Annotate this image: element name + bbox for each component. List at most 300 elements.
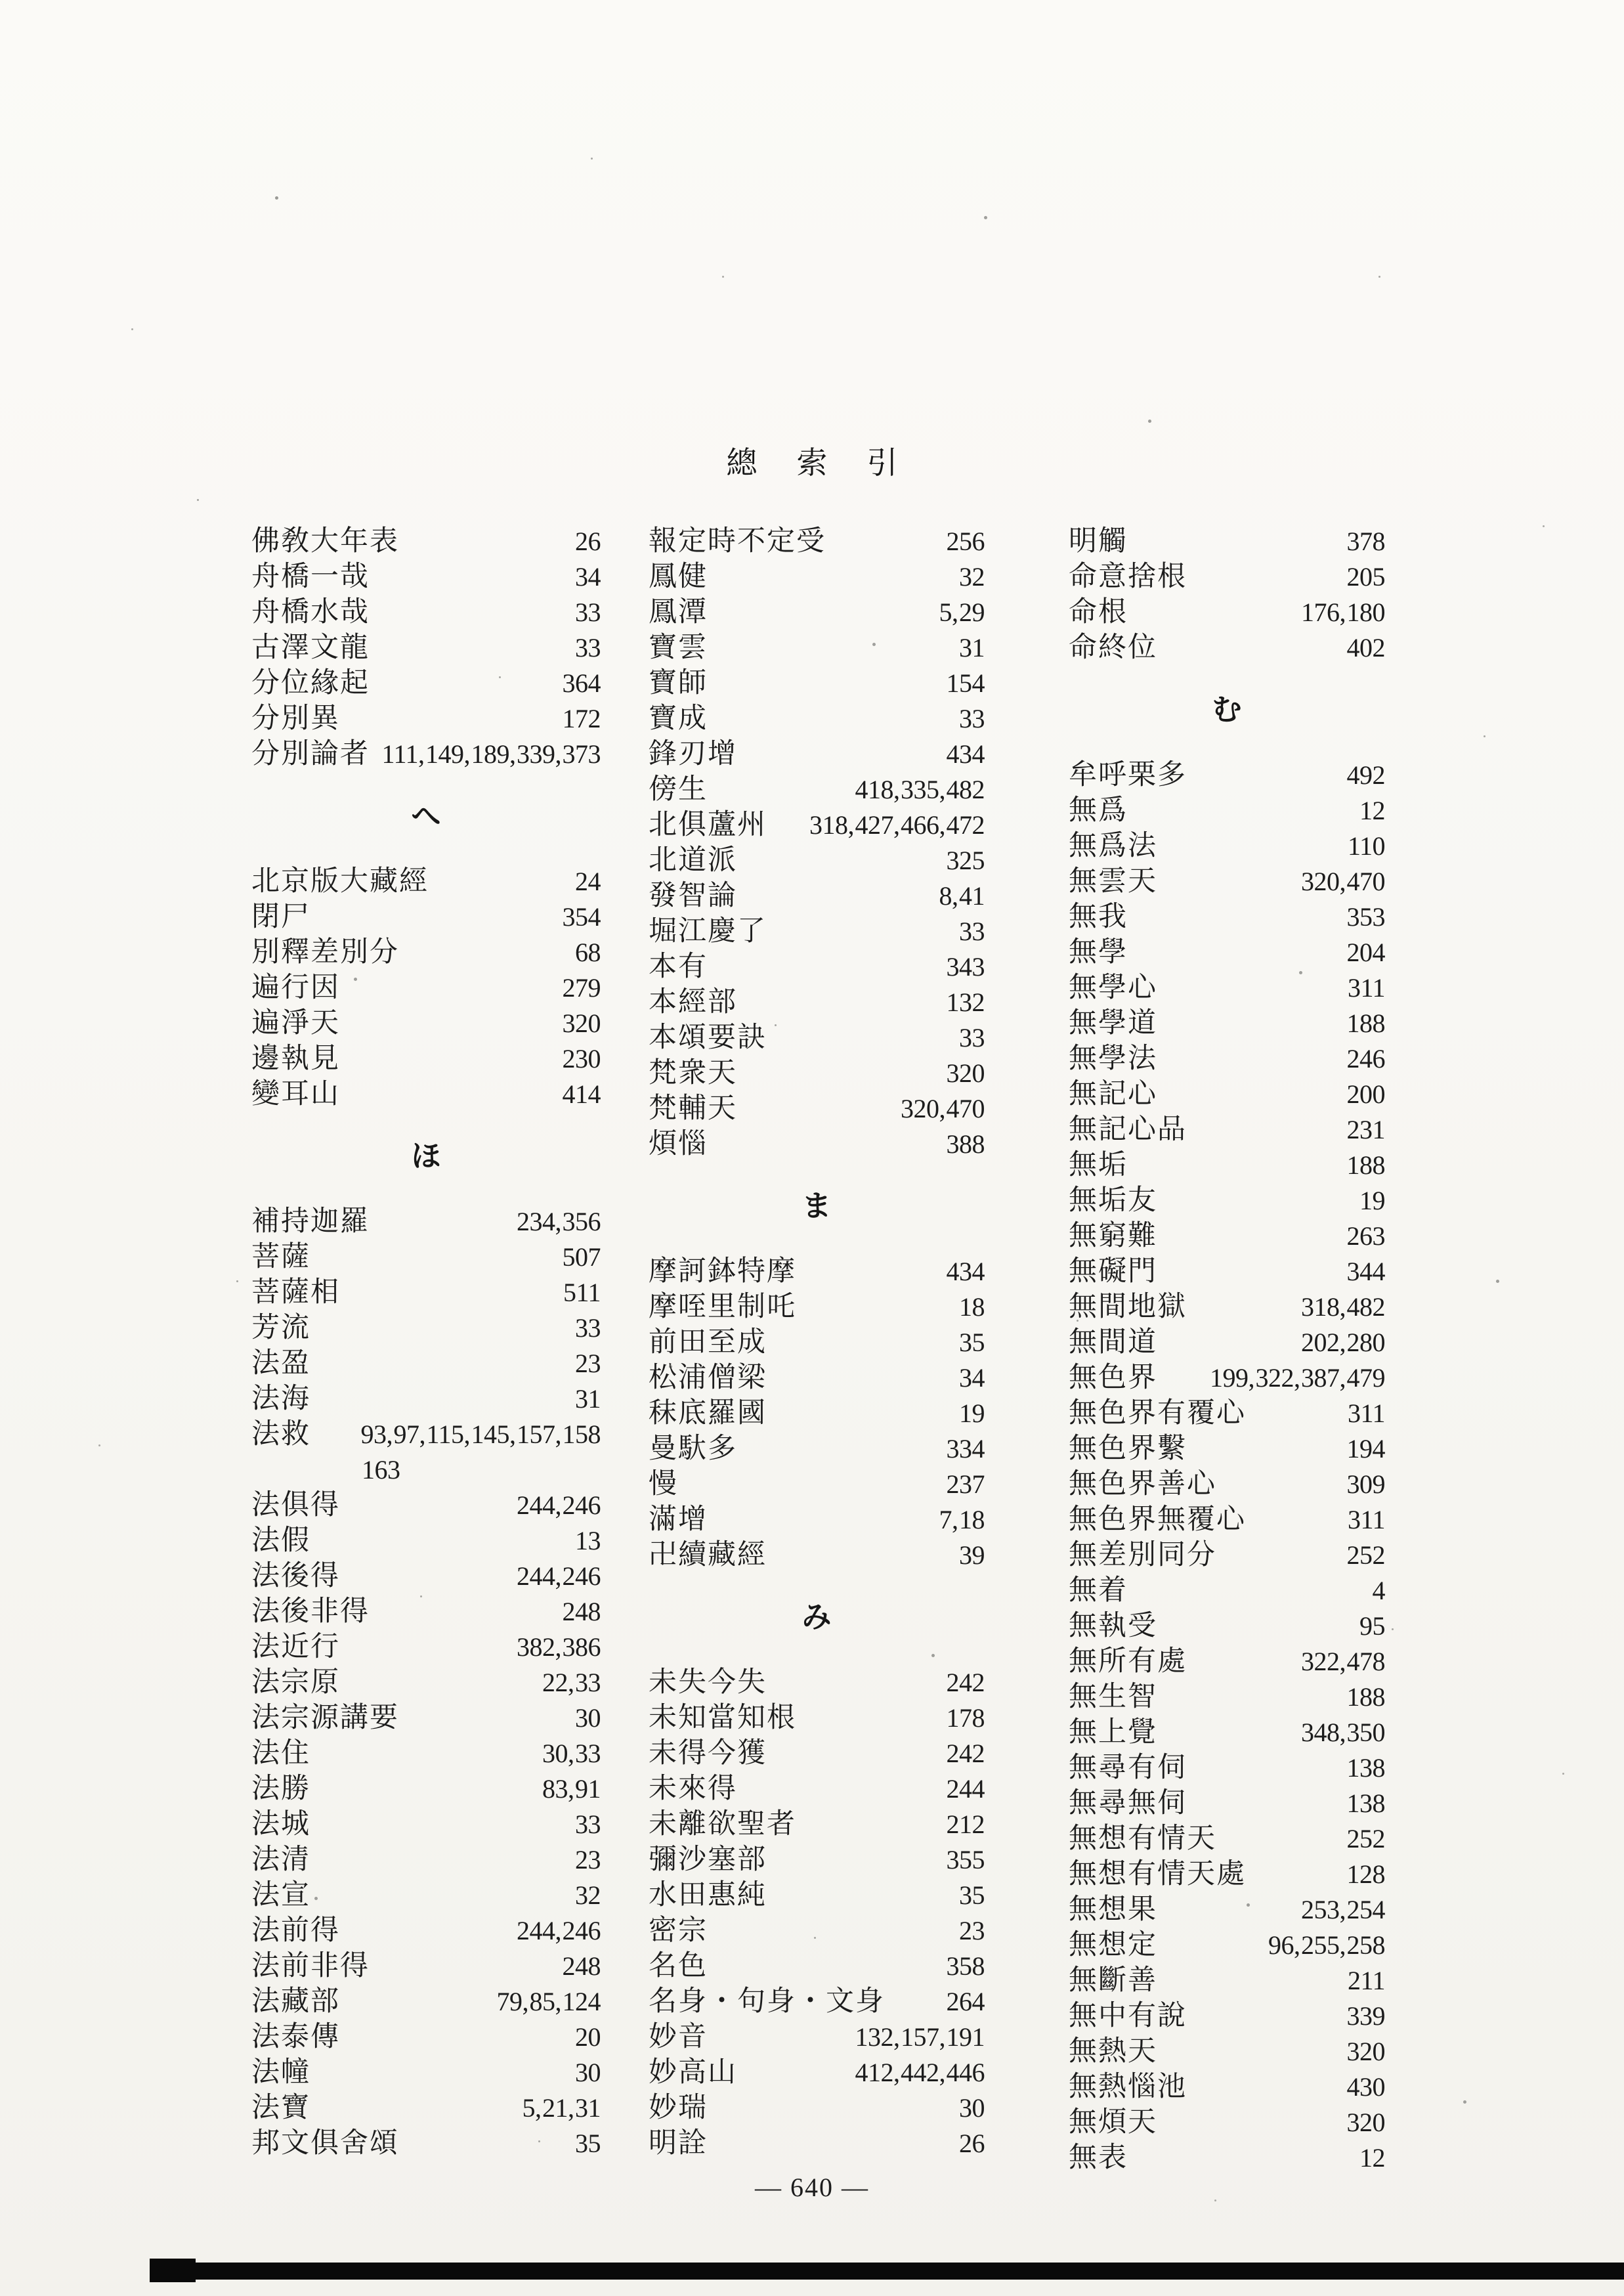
index-entry bbox=[649, 1878, 985, 1913]
index-entry-pages: 31 bbox=[575, 1384, 601, 1414]
index-entry-pages: 318, 482 bbox=[1301, 1292, 1385, 1322]
index-entry-term: 慢 bbox=[649, 1469, 678, 1500]
index-entry-term: 無色界繫 bbox=[1069, 1433, 1187, 1464]
index-entry-pages: 178 bbox=[946, 1703, 985, 1733]
index-entry bbox=[1069, 559, 1385, 595]
index-entry bbox=[251, 1665, 601, 1700]
index-entry bbox=[649, 1325, 985, 1360]
index-entry bbox=[1069, 1892, 1385, 1928]
index-entry-pages: 242 bbox=[946, 1739, 985, 1768]
index-entry-term: 妙音 bbox=[649, 2022, 708, 2052]
index-entry-pages: 35 bbox=[959, 1328, 985, 1357]
index-entry-term: 無學法 bbox=[1069, 1043, 1157, 1074]
index-entry-pages: 138 bbox=[1346, 1753, 1385, 1783]
index-entry-term: 法盈 bbox=[251, 1348, 310, 1379]
index-entry-pages: 256 bbox=[946, 527, 985, 556]
index-entry bbox=[649, 2126, 985, 2161]
index-entry-term: 無想果 bbox=[1069, 1894, 1157, 1925]
index-entry-pages: 279 bbox=[562, 973, 601, 1003]
index-entry-term: 北道派 bbox=[649, 845, 737, 876]
index-entry bbox=[1069, 1538, 1385, 1573]
index-entry bbox=[251, 559, 601, 595]
index-entry bbox=[649, 1984, 985, 2020]
index-entry-term: 無爲 bbox=[1069, 795, 1128, 826]
index-entry-pages: 93, 97, 115, 145, 157, 158 bbox=[360, 1419, 601, 1449]
index-entry-term: 無所有處 bbox=[1069, 1646, 1187, 1677]
index-entry-term: 秣底羅國 bbox=[649, 1398, 767, 1429]
index-entry bbox=[649, 1913, 985, 1949]
index-entry-term: 法宗源講要 bbox=[251, 1702, 399, 1733]
index-entry-term: 無爲法 bbox=[1069, 831, 1157, 861]
index-entry-term: 法藏部 bbox=[251, 1986, 340, 2017]
index-entry-term: 無雲天 bbox=[1069, 866, 1157, 897]
index-entry-term: 古澤文龍 bbox=[251, 632, 370, 663]
index-entry bbox=[1069, 935, 1385, 970]
index-entry-pages: 83, 91 bbox=[542, 1774, 601, 1804]
index-entry-term: 彌沙塞部 bbox=[649, 1844, 767, 1875]
index-entry bbox=[1069, 1821, 1385, 1857]
index-entry-term: 密宗 bbox=[649, 1915, 708, 1946]
index-entry-pages: 19 bbox=[959, 1398, 985, 1428]
index-entry-pages: 26 bbox=[575, 527, 601, 556]
index-entry-pages: 264 bbox=[946, 1987, 985, 2016]
index-entry bbox=[1069, 2069, 1385, 2105]
index-entry-pages: 33 bbox=[959, 1023, 985, 1052]
continuation-pages: 163 bbox=[362, 1455, 400, 1484]
index-entry-pages: 507 bbox=[562, 1242, 601, 1272]
index-entry-pages: 311 bbox=[1347, 1505, 1385, 1534]
index-entry-term: 無想有情天處 bbox=[1069, 1859, 1246, 1890]
index-entry-pages: 23 bbox=[575, 1349, 601, 1378]
index-entry-pages: 79, 85, 124 bbox=[496, 1987, 601, 2016]
index-entry bbox=[649, 1396, 985, 1431]
index-entry bbox=[649, 1289, 985, 1325]
index-entry-pages: 18 bbox=[959, 1292, 985, 1322]
index-entry bbox=[1069, 864, 1385, 899]
index-entry-term: 梵衆天 bbox=[649, 1058, 737, 1089]
index-entry-pages: 320 bbox=[1346, 2108, 1385, 2137]
index-entry-pages: 12 bbox=[1359, 2143, 1385, 2173]
index-entry-pages: 20 bbox=[575, 2022, 601, 2052]
index-entry-pages: 344 bbox=[1346, 1257, 1385, 1286]
index-entry bbox=[251, 1006, 601, 1041]
index-entry bbox=[1069, 595, 1385, 630]
index-entry-pages: 311 bbox=[1347, 1398, 1385, 1428]
index-entry bbox=[1069, 1750, 1385, 1786]
index-entry-pages: 22, 33 bbox=[542, 1668, 601, 1697]
index-entry-pages: 231 bbox=[1346, 1115, 1385, 1144]
index-entry-term: 無執受 bbox=[1069, 1611, 1157, 1641]
index-entry-term: 無記心 bbox=[1069, 1079, 1157, 1110]
index-entry-pages: 263 bbox=[1346, 1221, 1385, 1251]
page-number-footer: — 640 — bbox=[755, 2173, 869, 2202]
scan-noise-speckle bbox=[0, 0, 2, 2]
index-entry-term: 邊執見 bbox=[251, 1043, 340, 1074]
index-entry-pages: 309 bbox=[1346, 1469, 1385, 1499]
index-entry bbox=[1069, 1502, 1385, 1538]
index-entry bbox=[1069, 1006, 1385, 1041]
index-entry-term: 無想定 bbox=[1069, 1930, 1157, 1960]
index-entry bbox=[649, 843, 985, 878]
index-entry bbox=[251, 1204, 601, 1240]
index-entry bbox=[649, 1127, 985, 1162]
index-entry bbox=[1069, 1928, 1385, 1963]
index-entry bbox=[1069, 1573, 1385, 1609]
index-entry-pages: 111, 149, 189, 339, 373 bbox=[381, 739, 601, 769]
index-entry-term: 明詮 bbox=[649, 2128, 708, 2159]
index-entry-term: 無礙門 bbox=[1069, 1256, 1157, 1287]
index-entry-term: 煩惱 bbox=[649, 1129, 708, 1159]
index-entry bbox=[251, 1559, 601, 1594]
index-entry-term: 命根 bbox=[1069, 597, 1128, 628]
index-entry bbox=[251, 970, 601, 1006]
index-entry-pages: 34 bbox=[959, 1363, 985, 1393]
index-entry bbox=[251, 1700, 601, 1736]
index-column-1 bbox=[251, 524, 601, 2161]
index-entry-term: 妙瑞 bbox=[649, 2092, 708, 2123]
index-entry bbox=[649, 595, 985, 630]
index-entry-pages: 5, 29 bbox=[939, 597, 985, 627]
index-entry bbox=[1069, 1219, 1385, 1254]
index-entry-pages: 5, 21, 31 bbox=[522, 2093, 601, 2123]
index-entry-term: 分別論者 bbox=[251, 739, 370, 769]
index-entry-term: 法救 bbox=[251, 1419, 310, 1450]
index-entry-term: 鳳潭 bbox=[649, 597, 708, 628]
index-entry bbox=[251, 1984, 601, 2020]
index-entry-term: 無生智 bbox=[1069, 1681, 1157, 1712]
index-entry bbox=[1069, 1325, 1385, 1360]
index-entry-term: 無記心品 bbox=[1069, 1114, 1187, 1145]
index-entry-term: 本有 bbox=[649, 951, 708, 982]
index-entry bbox=[251, 1240, 601, 1275]
index-entry bbox=[251, 2090, 601, 2126]
index-entry-term: 無中有說 bbox=[1069, 2001, 1187, 2031]
index-entry-term: 發智論 bbox=[649, 880, 737, 911]
index-entry-pages: 188 bbox=[1346, 1150, 1385, 1180]
index-entry-pages: 418, 335, 482 bbox=[855, 775, 985, 804]
index-entry bbox=[251, 1346, 601, 1381]
index-entry-term: 無垢友 bbox=[1069, 1185, 1157, 1216]
index-entry bbox=[251, 2020, 601, 2055]
index-entry-pages: 33 bbox=[959, 704, 985, 733]
index-entry bbox=[1069, 970, 1385, 1006]
index-entry-term: 變耳山 bbox=[251, 1079, 340, 1110]
kana-section-header: ほ bbox=[411, 1140, 441, 1173]
index-entry bbox=[1069, 2140, 1385, 2176]
index-entry bbox=[649, 2020, 985, 2055]
index-entry-term: 舟橋水哉 bbox=[251, 597, 370, 628]
index-entry-term: 法宗原 bbox=[251, 1667, 340, 1698]
index-entry-pages: 32 bbox=[959, 562, 985, 592]
index-entry-term: 無間地獄 bbox=[1069, 1291, 1187, 1322]
index-entry-pages: 39 bbox=[959, 1540, 985, 1570]
index-entry-pages: 204 bbox=[1346, 938, 1385, 967]
index-entry bbox=[1069, 524, 1385, 559]
index-entry-term: 邦文俱舍頌 bbox=[251, 2128, 399, 2159]
index-entry bbox=[1069, 1857, 1385, 1892]
index-entry-term: 法住 bbox=[251, 1738, 310, 1769]
index-entry bbox=[1069, 1289, 1385, 1325]
index-entry bbox=[649, 1842, 985, 1878]
index-entry-term: 寶師 bbox=[649, 668, 708, 699]
index-entry bbox=[649, 1771, 985, 1807]
index-entry bbox=[251, 737, 601, 772]
index-entry-pages: 511 bbox=[563, 1278, 601, 1307]
kana-section-header: む bbox=[1212, 693, 1242, 726]
index-entry bbox=[251, 1630, 601, 1665]
index-entry-pages: 354 bbox=[562, 902, 601, 932]
index-entry-pages: 364 bbox=[562, 668, 601, 698]
index-entry-term: 本經部 bbox=[649, 987, 737, 1018]
index-entry bbox=[251, 1310, 601, 1346]
index-entry-pages: 248 bbox=[562, 1951, 601, 1981]
index-entry-term: 別釋差別分 bbox=[251, 937, 399, 968]
index-entry-pages: 244 bbox=[946, 1774, 985, 1804]
index-entry-pages: 320 bbox=[1346, 2037, 1385, 2066]
index-entry-term: 報定時不定受 bbox=[649, 526, 826, 557]
index-entry-term: 無色界善心 bbox=[1069, 1469, 1216, 1500]
index-entry-pages: 320 bbox=[946, 1058, 985, 1088]
index-entry-term: 北俱蘆州 bbox=[649, 810, 767, 840]
index-entry bbox=[649, 1538, 985, 1573]
index-entry bbox=[1069, 793, 1385, 829]
index-entry bbox=[251, 1736, 601, 1771]
index-entry-pages: 188 bbox=[1346, 1008, 1385, 1038]
index-entry-term: 無想有情天 bbox=[1069, 1823, 1216, 1854]
index-entry-pages: 378 bbox=[1346, 527, 1385, 556]
index-entry-pages: 252 bbox=[1346, 1540, 1385, 1570]
index-entry-pages: 68 bbox=[575, 938, 601, 967]
index-entry-term: 遍淨天 bbox=[251, 1008, 340, 1039]
index-entry-pages: 7, 18 bbox=[939, 1505, 985, 1534]
index-entry-term: 摩訶鉢特摩 bbox=[649, 1256, 796, 1287]
index-entry-term: 法寶 bbox=[251, 2092, 310, 2123]
index-entry bbox=[1069, 1467, 1385, 1502]
index-entry-pages: 382, 386 bbox=[517, 1632, 601, 1662]
index-entry-pages: 19 bbox=[1359, 1186, 1385, 1215]
index-entry-term: 法假 bbox=[251, 1525, 310, 1556]
index-entry-pages: 248 bbox=[562, 1597, 601, 1626]
index-entry-term: 法近行 bbox=[251, 1632, 340, 1662]
index-entry bbox=[1069, 1644, 1385, 1679]
index-entry-pages: 211 bbox=[1347, 1966, 1385, 1995]
index-entry-pages: 320 bbox=[562, 1008, 601, 1038]
index-entry-term: 妙高山 bbox=[649, 2057, 737, 2088]
index-entry bbox=[649, 2055, 985, 2090]
kana-section-header: ま bbox=[801, 1190, 832, 1223]
index-entry-term: 無學道 bbox=[1069, 1008, 1157, 1039]
index-entry-pages: 110 bbox=[1347, 831, 1385, 861]
index-entry-pages: 188 bbox=[1346, 1682, 1385, 1712]
index-entry-term: 法後非得 bbox=[251, 1596, 370, 1627]
index-entry-pages: 31 bbox=[959, 633, 985, 662]
index-entry-term: 菩薩 bbox=[251, 1242, 310, 1272]
index-entry-pages: 353 bbox=[1346, 902, 1385, 932]
index-entry-term: 無學 bbox=[1069, 937, 1128, 968]
index-entry bbox=[251, 1041, 601, 1077]
index-entry bbox=[251, 1771, 601, 1807]
index-entry bbox=[251, 1842, 601, 1878]
index-column-3 bbox=[1069, 524, 1385, 2176]
index-entry bbox=[649, 1467, 985, 1502]
index-entry bbox=[649, 1091, 985, 1127]
index-entry-term: 名色 bbox=[649, 1951, 708, 1982]
index-entry bbox=[251, 1949, 601, 1984]
index-entry-term: 本頌要訣 bbox=[649, 1022, 767, 1053]
index-entry-term: 法前非得 bbox=[251, 1951, 370, 1982]
index-entry-term: 寶成 bbox=[649, 703, 708, 734]
index-entry bbox=[251, 1077, 601, 1112]
index-entry-term: 法幢 bbox=[251, 2057, 310, 2088]
index-entry-pages: 23 bbox=[575, 1845, 601, 1874]
index-entry-term: 法城 bbox=[251, 1809, 310, 1840]
index-entry-pages: 34 bbox=[575, 562, 601, 592]
index-entry-term: 水田惠純 bbox=[649, 1880, 767, 1911]
index-entry-term: 無着 bbox=[1069, 1575, 1128, 1606]
page-title: 總索引 bbox=[726, 446, 937, 481]
index-entry-term: 滿增 bbox=[649, 1504, 708, 1535]
index-entry-pages: 33 bbox=[575, 633, 601, 662]
index-entry-pages: 33 bbox=[575, 597, 601, 627]
index-entry bbox=[251, 595, 601, 630]
index-entry-pages: 138 bbox=[1346, 1788, 1385, 1818]
index-entry-pages: 8, 41 bbox=[939, 881, 985, 911]
index-entry-pages: 172 bbox=[562, 704, 601, 733]
index-entry-term: 梵輔天 bbox=[649, 1093, 737, 1124]
index-entry-pages: 244, 246 bbox=[517, 1561, 601, 1591]
index-entry bbox=[649, 1056, 985, 1091]
index-entry bbox=[251, 2055, 601, 2090]
index-entry-pages: 96, 255, 258 bbox=[1268, 1930, 1385, 1960]
index-entry bbox=[649, 1949, 985, 1984]
index-entry-pages: 355 bbox=[946, 1845, 985, 1874]
index-entry bbox=[649, 1360, 985, 1396]
index-entry-term: 無學心 bbox=[1069, 972, 1157, 1003]
index-entry-term: 命意捨根 bbox=[1069, 561, 1187, 592]
index-entry bbox=[649, 1807, 985, 1842]
index-entry-term: 無色界 bbox=[1069, 1362, 1157, 1393]
index-entry-term: 遍行因 bbox=[251, 972, 340, 1003]
index-entry bbox=[1069, 1112, 1385, 1148]
index-entry-pages: 311 bbox=[1347, 973, 1385, 1003]
index-entry bbox=[251, 1523, 601, 1559]
index-entry bbox=[649, 737, 985, 772]
index-entry-pages: 30 bbox=[575, 1703, 601, 1733]
index-entry-pages: 334 bbox=[946, 1434, 985, 1463]
index-entry-pages: 4 bbox=[1372, 1576, 1385, 1605]
index-entry-pages: 35 bbox=[575, 2129, 601, 2158]
index-entry bbox=[251, 1488, 601, 1523]
index-entry bbox=[251, 630, 601, 666]
index-entry bbox=[251, 1913, 601, 1949]
index-entry bbox=[649, 985, 985, 1020]
index-entry-continuation bbox=[251, 1452, 601, 1488]
index-entry-term: 名身・句身・文身 bbox=[649, 1986, 885, 2017]
index-entry-pages: 13 bbox=[575, 1526, 601, 1555]
index-entry-term: 法俱得 bbox=[251, 1490, 340, 1521]
index-entry-pages: 434 bbox=[946, 739, 985, 769]
index-entry bbox=[1069, 1148, 1385, 1183]
index-entry-term: 佛敎大年表 bbox=[251, 526, 399, 557]
index-entry-term: 無間道 bbox=[1069, 1327, 1157, 1358]
index-entry-pages: 33 bbox=[575, 1809, 601, 1839]
index-entry-term: 前田至成 bbox=[649, 1327, 767, 1358]
index-entry-pages: 348, 350 bbox=[1301, 1718, 1385, 1747]
index-entry-term: 命終位 bbox=[1069, 632, 1157, 663]
index-entry bbox=[251, 1381, 601, 1417]
index-entry bbox=[251, 1807, 601, 1842]
index-entry-term: 松浦僧梁 bbox=[649, 1362, 767, 1393]
index-entry bbox=[1069, 1715, 1385, 1750]
index-entry-pages: 339 bbox=[1346, 2001, 1385, 2031]
index-entry-pages: 33 bbox=[959, 917, 985, 946]
index-entry bbox=[251, 666, 601, 701]
index-entry-term: 北京版大藏經 bbox=[251, 866, 429, 897]
index-entry bbox=[649, 1254, 985, 1289]
index-entry-term: 無斷善 bbox=[1069, 1965, 1157, 1996]
index-entry-term: 法泰傳 bbox=[251, 2022, 340, 2052]
index-entry-term: 無熱惱池 bbox=[1069, 2071, 1187, 2102]
index-entry bbox=[649, 2090, 985, 2126]
index-entry bbox=[251, 1594, 601, 1630]
kana-section-header: へ bbox=[411, 800, 441, 833]
index-entry bbox=[1069, 1183, 1385, 1219]
index-entry-pages: 132, 157, 191 bbox=[855, 2022, 985, 2052]
index-entry-pages: 154 bbox=[946, 668, 985, 698]
index-entry-pages: 252 bbox=[1346, 1824, 1385, 1853]
index-entry bbox=[1069, 1679, 1385, 1715]
index-entry-pages: 234, 356 bbox=[517, 1207, 601, 1236]
index-entry-pages: 244, 246 bbox=[517, 1490, 601, 1520]
index-column-2 bbox=[649, 524, 985, 2161]
index-entry-term: 無表 bbox=[1069, 2142, 1128, 2173]
index-entry-term: 無垢 bbox=[1069, 1150, 1128, 1180]
index-entry bbox=[649, 949, 985, 985]
index-entry bbox=[649, 559, 985, 595]
index-entry-pages: 230 bbox=[562, 1044, 601, 1073]
index-entry bbox=[251, 701, 601, 737]
index-entry-term: 法前得 bbox=[251, 1915, 340, 1946]
index-entry-pages: 492 bbox=[1346, 760, 1385, 790]
index-entry-term: 法清 bbox=[251, 1844, 310, 1875]
index-entry-pages: 253, 254 bbox=[1301, 1895, 1385, 1924]
index-entry-term: 菩薩相 bbox=[251, 1277, 340, 1308]
index-entry bbox=[251, 1878, 601, 1913]
index-entry bbox=[251, 1275, 601, 1310]
index-entry-term: 無尋有伺 bbox=[1069, 1752, 1187, 1783]
index-entry-pages: 320, 470 bbox=[901, 1094, 985, 1123]
index-entry-term: 法後得 bbox=[251, 1561, 340, 1592]
index-entry-term: 未知當知根 bbox=[649, 1702, 796, 1733]
index-entry-pages: 128 bbox=[1346, 1859, 1385, 1889]
index-entry-pages: 35 bbox=[959, 1880, 985, 1910]
index-entry bbox=[251, 864, 601, 899]
index-entry-term: 寶雲 bbox=[649, 632, 708, 663]
index-entry bbox=[1069, 1609, 1385, 1644]
index-entry-pages: 24 bbox=[575, 867, 601, 896]
index-entry-term: 明觸 bbox=[1069, 526, 1128, 557]
index-entry bbox=[649, 524, 985, 559]
scan-artifact-nub bbox=[150, 2259, 196, 2282]
index-entry bbox=[1069, 1077, 1385, 1112]
index-entry-term: 卍續藏經 bbox=[649, 1540, 767, 1570]
index-entry bbox=[251, 524, 601, 559]
index-entry-pages: 412, 442, 446 bbox=[855, 2058, 985, 2087]
index-entry bbox=[1069, 1041, 1385, 1077]
index-entry-term: 未來得 bbox=[649, 1773, 737, 1804]
index-entry bbox=[251, 1417, 601, 1452]
kana-section-header: み bbox=[801, 1601, 832, 1634]
